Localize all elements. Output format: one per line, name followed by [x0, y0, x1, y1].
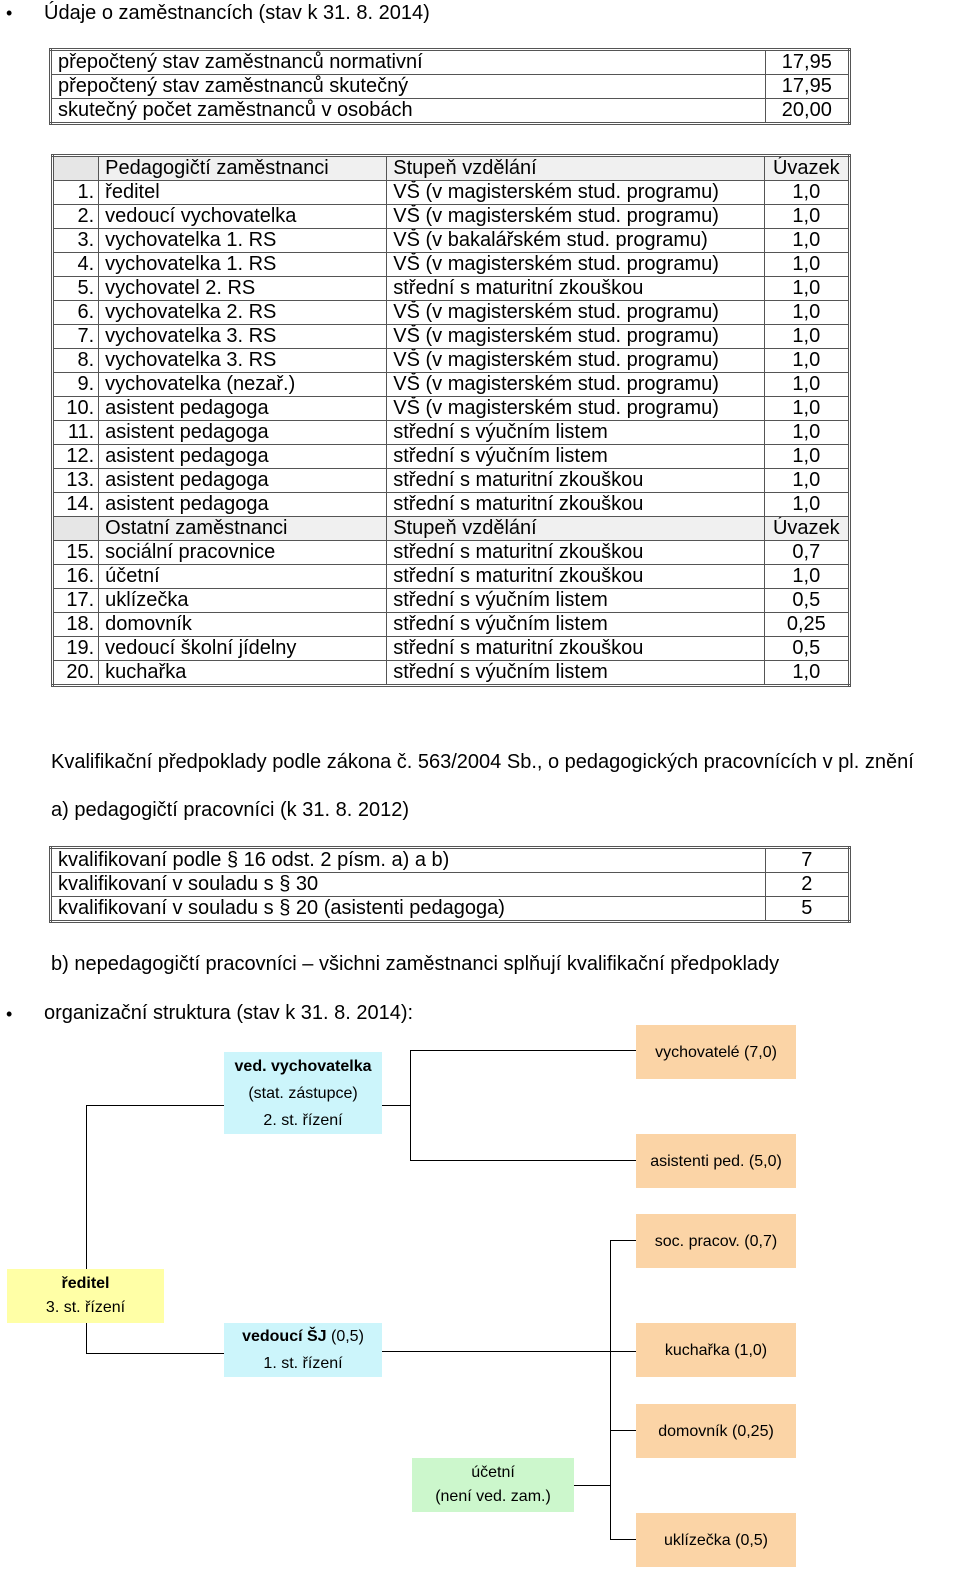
org-box-social-worker	[636, 1214, 796, 1268]
row-education: střední s maturitní zkouškou	[387, 541, 764, 565]
row-number: 3.	[53, 229, 99, 253]
header-role: Pedagogičtí zaměstnanci	[99, 156, 387, 181]
org-box-cleaner	[636, 1513, 796, 1567]
row-role: vedoucí školní jídelny	[99, 637, 387, 661]
table-row	[53, 541, 850, 565]
header-blank-cell	[53, 517, 99, 541]
row-education: VŠ (v bakalářském stud. programu)	[387, 229, 764, 253]
row-load: 1,0	[764, 421, 849, 445]
org-director-title: ředitel	[61, 1275, 110, 1292]
row-education: střední s maturitní zkouškou	[387, 637, 764, 661]
staff-table	[51, 154, 851, 687]
table-row	[51, 50, 850, 75]
org-box-assistants	[636, 1134, 796, 1188]
section-heading-org: organizační struktura (stav k 31. 8. 2014):	[44, 1002, 414, 1024]
row-role: kuchařka	[99, 661, 387, 686]
org-cleaner-label: uklízečka (0,5)	[663, 1531, 769, 1549]
table-row	[53, 373, 850, 397]
row-education: střední s výučním listem	[387, 421, 764, 445]
row-number: 11.	[53, 421, 99, 445]
table-row	[53, 589, 850, 613]
org-canteen-head-level: 1. st. řízení	[263, 1355, 343, 1372]
table-row	[53, 397, 850, 421]
table-row	[53, 253, 850, 277]
row-load: 1,0	[764, 229, 849, 253]
org-box-head-educator	[224, 1052, 382, 1134]
row-load: 0,25	[764, 613, 849, 637]
bullet-dot: •	[6, 1004, 13, 1024]
bullet-dot: •	[6, 3, 13, 23]
summary-value: 17,95	[765, 50, 849, 75]
row-education: VŠ (v magisterském stud. programu)	[387, 325, 764, 349]
table-row	[51, 75, 850, 99]
row-load: 1,0	[764, 445, 849, 469]
org-caretaker-label: domovník (0,25)	[658, 1422, 774, 1440]
qual-value: 7	[765, 848, 849, 873]
row-number: 1.	[53, 181, 99, 205]
row-number: 20.	[53, 661, 99, 686]
row-load: 1,0	[764, 181, 849, 205]
row-load: 1,0	[764, 253, 849, 277]
org-accountant-title: účetní	[471, 1464, 515, 1481]
row-role: sociální pracovnice	[99, 541, 387, 565]
org-accountant-sub: (není ved. zam.)	[435, 1488, 551, 1505]
row-role: uklízečka	[99, 589, 387, 613]
table-row	[53, 613, 850, 637]
row-education: VŠ (v magisterském stud. programu)	[387, 253, 764, 277]
org-head-educator-level: 2. st. řízení	[263, 1111, 343, 1129]
row-load: 1,0	[764, 469, 849, 493]
row-role: vychovatelka 3. RS	[99, 349, 387, 373]
row-role: vychovatelka 1. RS	[99, 229, 387, 253]
row-load: 0,7	[764, 541, 849, 565]
table-header-row	[53, 156, 850, 181]
row-load: 1,0	[764, 277, 849, 301]
row-number: 7.	[53, 325, 99, 349]
row-load: 1,0	[764, 373, 849, 397]
row-education: VŠ (v magisterském stud. programu)	[387, 181, 764, 205]
row-number: 15.	[53, 541, 99, 565]
row-number: 19.	[53, 637, 99, 661]
summary-label: skutečný počet zaměstnanců v osobách	[51, 99, 766, 124]
summary-value: 17,95	[765, 75, 849, 99]
row-load: 1,0	[764, 661, 849, 686]
row-role: vychovatel 2. RS	[99, 277, 387, 301]
summary-label: přepočtený stav zaměstnanců normativní	[51, 50, 766, 75]
row-number: 6.	[53, 301, 99, 325]
row-number: 8.	[53, 349, 99, 373]
row-load: 0,5	[764, 589, 849, 613]
row-education: VŠ (v magisterském stud. programu)	[387, 301, 764, 325]
row-number: 14.	[53, 493, 99, 517]
qual-value: 5	[765, 897, 849, 922]
table-row	[53, 349, 850, 373]
org-educators-label: vychovatelé (7,0)	[655, 1043, 777, 1061]
table-row	[51, 873, 850, 897]
table-row	[53, 325, 850, 349]
row-education: střední s maturitní zkouškou	[387, 277, 764, 301]
org-cook-label: kuchařka (1,0)	[664, 1341, 768, 1359]
header-blank-cell	[53, 156, 99, 181]
row-education: střední s výučním listem	[387, 613, 764, 637]
header-education: Stupeň vzdělání	[387, 517, 764, 541]
org-box-accountant	[412, 1458, 574, 1512]
org-box-canteen-head	[224, 1323, 382, 1377]
qual-label: kvalifikovaní v souladu s § 30	[51, 873, 766, 897]
row-role: asistent pedagoga	[99, 493, 387, 517]
summary-value: 20,00	[765, 99, 849, 124]
org-director-level: 3. st. řízení	[45, 1299, 126, 1316]
row-role: vychovatelka (nezař.)	[99, 373, 387, 397]
row-load: 1,0	[764, 493, 849, 517]
row-education: střední s výučním listem	[387, 589, 764, 613]
table-row	[53, 181, 850, 205]
table-row	[51, 897, 850, 922]
table-row	[53, 469, 850, 493]
table-row	[53, 637, 850, 661]
table-row	[53, 661, 850, 686]
row-role: vedoucí vychovatelka	[99, 205, 387, 229]
row-education: VŠ (v magisterském stud. programu)	[387, 205, 764, 229]
row-role: asistent pedagoga	[99, 469, 387, 493]
row-role: vychovatelka 2. RS	[99, 301, 387, 325]
header-load: Úvazek	[764, 156, 849, 181]
org-box-caretaker	[636, 1404, 796, 1458]
qual-label: kvalifikovaní podle § 16 odst. 2 písm. a) a b)	[51, 848, 766, 873]
org-box-director	[7, 1269, 164, 1323]
org-social-label: soc. pracov. (0,7)	[654, 1232, 778, 1250]
row-education: střední s maturitní zkouškou	[387, 469, 764, 493]
table-row	[53, 205, 850, 229]
row-role: vychovatelka 3. RS	[99, 325, 387, 349]
org-head-educator-sub: (stat. zástupce)	[248, 1084, 358, 1102]
row-load: 1,0	[764, 565, 849, 589]
table-header-row	[53, 517, 850, 541]
table-row	[53, 277, 850, 301]
row-number: 17.	[53, 589, 99, 613]
org-box-educators	[636, 1025, 796, 1079]
row-number: 13.	[53, 469, 99, 493]
row-education: VŠ (v magisterském stud. programu)	[387, 349, 764, 373]
org-box-cook	[636, 1323, 796, 1377]
header-load: Úvazek	[764, 517, 849, 541]
table-row	[53, 421, 850, 445]
org-canteen-head-title: vedoucí ŠJ	[242, 1328, 327, 1345]
row-role: asistent pedagoga	[99, 421, 387, 445]
row-load: 1,0	[764, 349, 849, 373]
row-education: střední s výučním listem	[387, 661, 764, 686]
row-number: 4.	[53, 253, 99, 277]
summary-label: přepočtený stav zaměstnanců skutečný	[51, 75, 766, 99]
section-b-heading: b) nepedagogičtí pracovníci – všichni zaměstnanci splňují kvalifikační předpoklady	[51, 953, 780, 975]
row-load: 1,0	[764, 301, 849, 325]
qualification-text: Kvalifikační předpoklady podle zákona č. 563/2004 Sb., o pedagogických pracovnících v pl. znění	[51, 751, 914, 773]
row-education: střední s výučním listem	[387, 445, 764, 469]
row-number: 5.	[53, 277, 99, 301]
row-role: asistent pedagoga	[99, 397, 387, 421]
row-load: 1,0	[764, 325, 849, 349]
row-number: 12.	[53, 445, 99, 469]
table-row	[51, 848, 850, 873]
row-role: asistent pedagoga	[99, 445, 387, 469]
row-number: 2.	[53, 205, 99, 229]
table-row	[53, 493, 850, 517]
qualification-table	[49, 846, 851, 923]
row-role: ředitel	[99, 181, 387, 205]
table-row	[53, 229, 850, 253]
row-load: 1,0	[764, 397, 849, 421]
table-row	[53, 565, 850, 589]
row-number: 9.	[53, 373, 99, 397]
row-role: domovník	[99, 613, 387, 637]
row-role: vychovatelka 1. RS	[99, 253, 387, 277]
org-head-educator-title: ved. vychovatelka	[234, 1057, 372, 1075]
row-role: účetní	[99, 565, 387, 589]
qual-label: kvalifikovaní v souladu s § 20 (asistenti pedagoga)	[51, 897, 766, 922]
row-education: střední s maturitní zkouškou	[387, 565, 764, 589]
row-education: VŠ (v magisterském stud. programu)	[387, 397, 764, 421]
row-load: 1,0	[764, 205, 849, 229]
org-canteen-head-load: (0,5)	[326, 1328, 364, 1345]
table-row	[53, 301, 850, 325]
summary-table	[49, 48, 851, 125]
row-number: 16.	[53, 565, 99, 589]
row-number: 10.	[53, 397, 99, 421]
row-number: 18.	[53, 613, 99, 637]
header-role: Ostatní zaměstnanci	[99, 517, 387, 541]
header-education: Stupeň vzdělání	[387, 156, 764, 181]
section-a-heading: a) pedagogičtí pracovníci (k 31. 8. 2012)	[51, 799, 409, 821]
table-row	[53, 445, 850, 469]
row-load: 0,5	[764, 637, 849, 661]
row-education: VŠ (v magisterském stud. programu)	[387, 373, 764, 397]
table-row	[51, 99, 850, 124]
org-assistants-label: asistenti ped. (5,0)	[650, 1152, 782, 1170]
section-heading-employees: Údaje o zaměstnancích (stav k 31. 8. 2014)	[44, 2, 430, 24]
qual-value: 2	[765, 873, 849, 897]
row-education: střední s maturitní zkouškou	[387, 493, 764, 517]
